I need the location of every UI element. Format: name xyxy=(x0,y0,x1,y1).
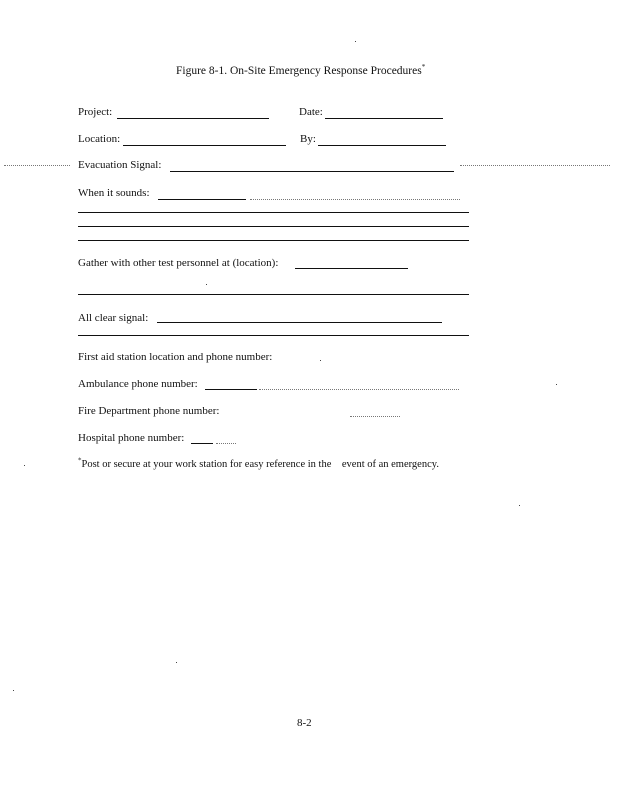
footnote xyxy=(78,456,439,471)
scan-artifact-line-right xyxy=(460,165,610,166)
first-aid-label: First aid station location and phone number: xyxy=(78,351,273,363)
scan-speck xyxy=(556,384,557,385)
evacuation-signal-field[interactable] xyxy=(170,171,454,172)
hospital-field[interactable] xyxy=(191,443,213,444)
all-clear-label: All clear signal: xyxy=(78,312,149,324)
date-field[interactable] xyxy=(325,118,443,119)
scan-speck xyxy=(176,662,177,663)
fire-department-dots xyxy=(350,416,400,417)
scan-artifact-line-left xyxy=(4,165,70,166)
footnote-text: Post or secure at your work station for easy reference in the event of an emergency. xyxy=(81,459,439,470)
scan-speck xyxy=(355,41,356,42)
when-it-sounds-field[interactable] xyxy=(158,199,246,200)
all-clear-field[interactable] xyxy=(157,322,442,323)
title-footnote-mark: * xyxy=(421,63,426,72)
hospital-dots xyxy=(216,443,236,444)
hospital-label: Hospital phone number: xyxy=(78,432,185,444)
when-it-sounds-line-2[interactable] xyxy=(78,212,469,213)
location-field[interactable] xyxy=(123,145,286,146)
when-it-sounds-label: When it sounds: xyxy=(78,187,150,199)
when-it-sounds-dots xyxy=(250,199,460,200)
gather-label: Gather with other test personnel at (location): xyxy=(78,257,279,269)
when-it-sounds-line-4[interactable] xyxy=(78,240,469,241)
when-it-sounds-line-3[interactable] xyxy=(78,226,469,227)
scan-speck xyxy=(13,690,14,691)
page-title xyxy=(176,63,426,78)
project-label: Project: xyxy=(78,106,113,118)
by-label: By: xyxy=(300,133,316,145)
gather-field[interactable] xyxy=(295,268,408,269)
title-text: Figure 8-1. On-Site Emergency Response Procedures xyxy=(176,65,422,77)
fire-department-label: Fire Department phone number: xyxy=(78,405,220,417)
project-field[interactable] xyxy=(117,118,269,119)
all-clear-line-2[interactable] xyxy=(78,335,469,336)
ambulance-field[interactable] xyxy=(205,389,257,390)
scan-speck xyxy=(206,284,207,285)
ambulance-label: Ambulance phone number: xyxy=(78,378,198,390)
page-number: 8-2 xyxy=(297,717,312,729)
ambulance-dots xyxy=(259,389,459,390)
scan-speck xyxy=(320,360,321,361)
date-label: Date: xyxy=(299,106,323,118)
footnote-mark: * xyxy=(78,456,82,465)
gather-line-2[interactable] xyxy=(78,294,469,295)
evacuation-signal-label: Evacuation Signal: xyxy=(78,159,162,171)
scan-speck xyxy=(519,505,520,506)
by-field[interactable] xyxy=(318,145,446,146)
location-label: Location: xyxy=(78,133,121,145)
scan-speck xyxy=(24,465,25,466)
